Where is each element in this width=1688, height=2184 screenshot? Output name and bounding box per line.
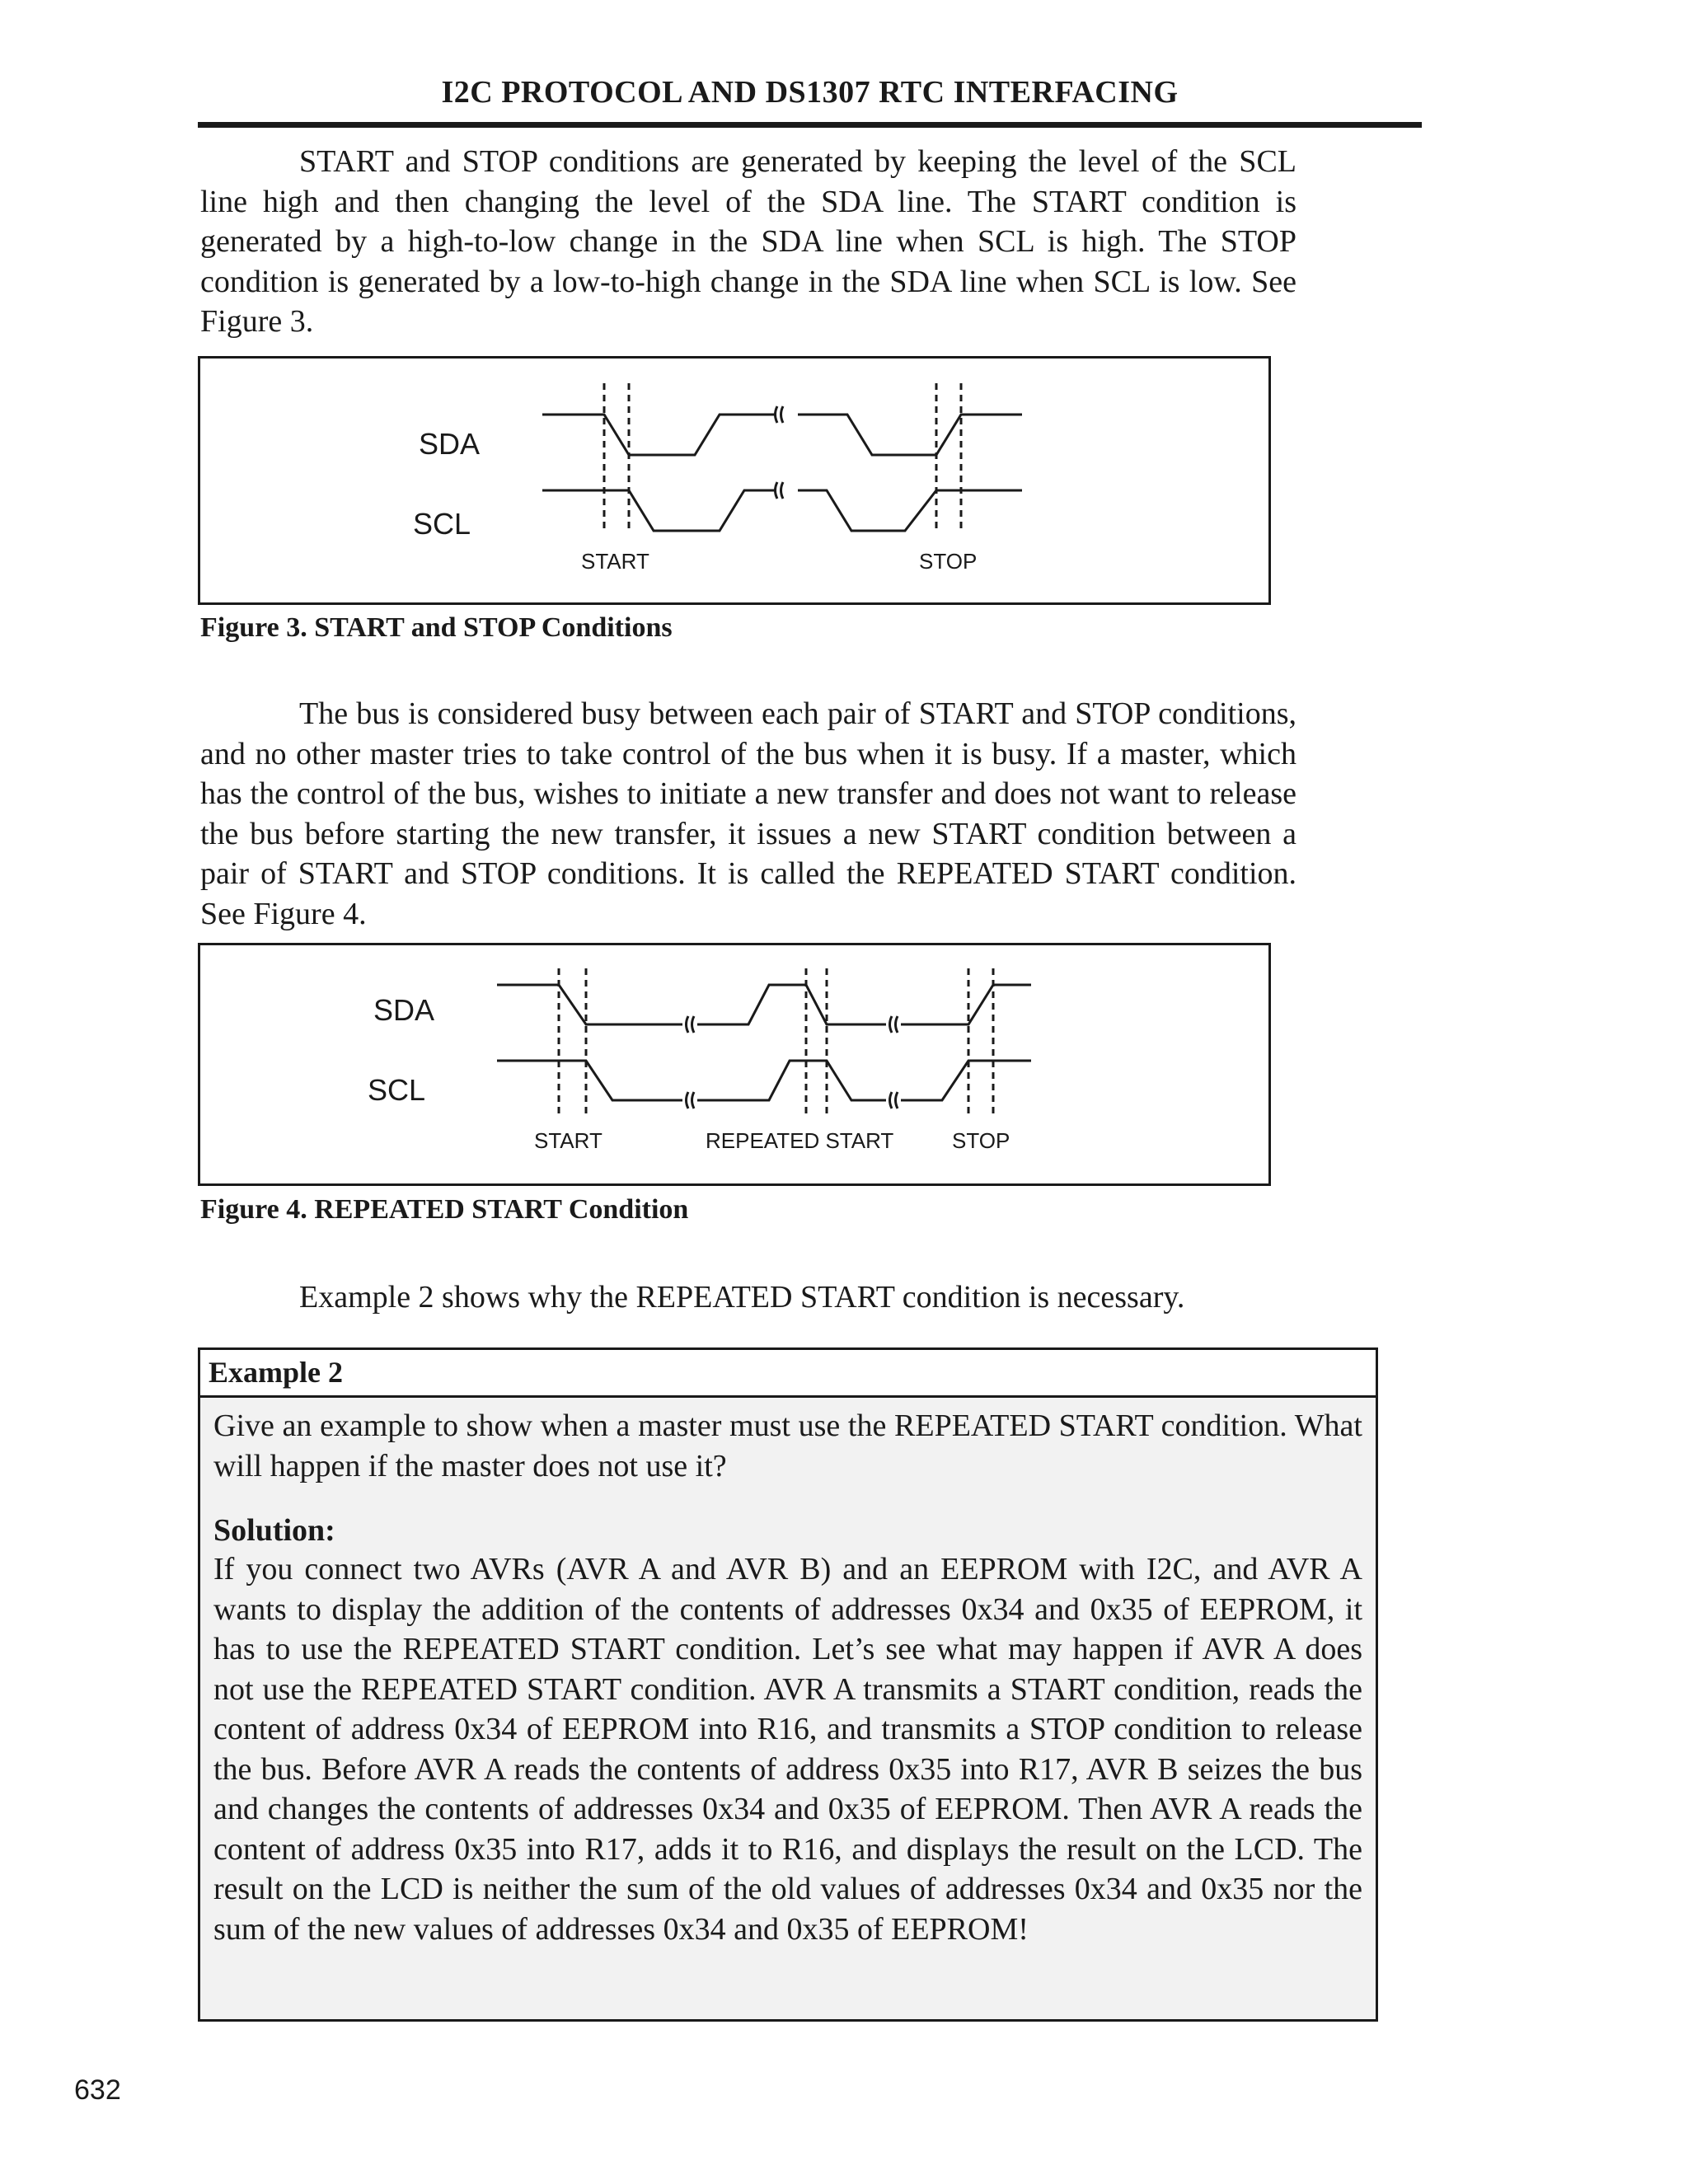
sda-waveform-2 — [697, 985, 886, 1024]
example-2-title: Example 2 — [209, 1356, 344, 1389]
paragraph-start-stop: START and STOP conditions are generated by keeping the level of the SCL line high and then changing the level of the SDA line. The START condition is generated by a high-to-low change in the SDA line when SCL is high. The STOP condition is generated by a low-to-high change in the SDA line when SCL is low. See Figure 3. — [200, 144, 1296, 339]
fig4-scl-label: SCL — [368, 1073, 426, 1107]
solution-label: Solution: — [213, 1513, 335, 1548]
scl-waveform-right — [798, 490, 1022, 531]
example-solution: If you connect two AVRs (AVR A and AVR B) and an EEPROM with I2C, and AVR A wants to display the addition of the contents of addresses 0x34 and 0x35 of EEPROM, it has to use the REPEATED START condition. Let’s see what may happen if AVR A does not use the REPEATED START condition. AVR A transmits a START condition, reads the content of address 0x34 of EEPROM into R16, and transmits a STOP condition to release the bus. Before AVR A reads the contents of address 0x35 into R17, AVR B seizes the bus and changes the contents of addresses 0x34 and 0x35 of EEPROM. Then AVR A reads the content of address 0x35 into R17, adds it to R16, and displays the result on the LCD. The result on the LCD is neither the sum of the old values of addresses 0x34 and 0x35 nor the sum of the new values of addresses 0x34 and 0x35 of EEPROM! — [213, 1552, 1362, 1947]
figure-3-caption: Figure 3. START and STOP Conditions — [200, 612, 673, 643]
sda-waveform-left — [542, 415, 775, 455]
sda-waveform-right — [798, 415, 1022, 455]
paragraph-busy-bus: The bus is considered busy between each pair of START and STOP conditions, and no other master tries to take control of the bus when it is busy. If a master, which has the control of the bus, wishes to initiate a new transfer and does not want to release the bus before starting the new transfer, it issues a new START condition between a pair of START and STOP conditions. It is called the REPEATED START condition. See Figure 4. — [200, 696, 1296, 931]
figure-3-timing-diagram — [200, 359, 1268, 602]
sda-break-icon-1 — [687, 1016, 695, 1033]
example-2-header — [200, 1350, 1376, 1398]
header-rule — [198, 122, 1422, 128]
scl-waveform-1 — [497, 1061, 682, 1100]
scl-break-icon-2 — [890, 1092, 898, 1108]
fig3-stop-label: STOP — [919, 549, 978, 574]
running-header: I2C PROTOCOL AND DS1307 RTC INTERFACING — [441, 75, 1179, 110]
figure-4-box — [198, 943, 1271, 1186]
figure-4-timing-diagram — [200, 945, 1268, 1183]
sda-break-icon — [776, 406, 784, 423]
scl-waveform-2 — [697, 1061, 886, 1100]
scl-waveform-left — [542, 490, 775, 531]
fig3-start-label: START — [581, 549, 649, 574]
example-question: Give an example to show when a master must use the REPEATED START condition. What will happen if the master does not use it? — [213, 1408, 1362, 1483]
fig3-sda-label: SDA — [419, 427, 481, 461]
fig4-stop-label: STOP — [952, 1128, 1010, 1153]
page-number: 632 — [74, 2074, 121, 2106]
fig4-sda-label: SDA — [373, 993, 435, 1027]
scl-waveform-3 — [901, 1061, 1031, 1100]
fig4-start-label: START — [534, 1128, 603, 1153]
sda-waveform-3 — [901, 985, 1031, 1024]
sda-break-icon-2 — [890, 1016, 898, 1033]
fig3-scl-label: SCL — [413, 507, 471, 541]
scl-break-icon — [776, 482, 784, 499]
scl-break-icon-1 — [687, 1092, 695, 1108]
example-2-box — [198, 1347, 1378, 2022]
fig4-repeated-start-label: REPEATED START — [706, 1128, 894, 1153]
paragraph-example-intro: Example 2 shows why the REPEATED START condition is necessary. — [299, 1280, 1185, 1315]
figure-3-box — [198, 356, 1271, 605]
sda-waveform-1 — [497, 985, 682, 1024]
figure-4-caption: Figure 4. REPEATED START Condition — [200, 1194, 689, 1225]
